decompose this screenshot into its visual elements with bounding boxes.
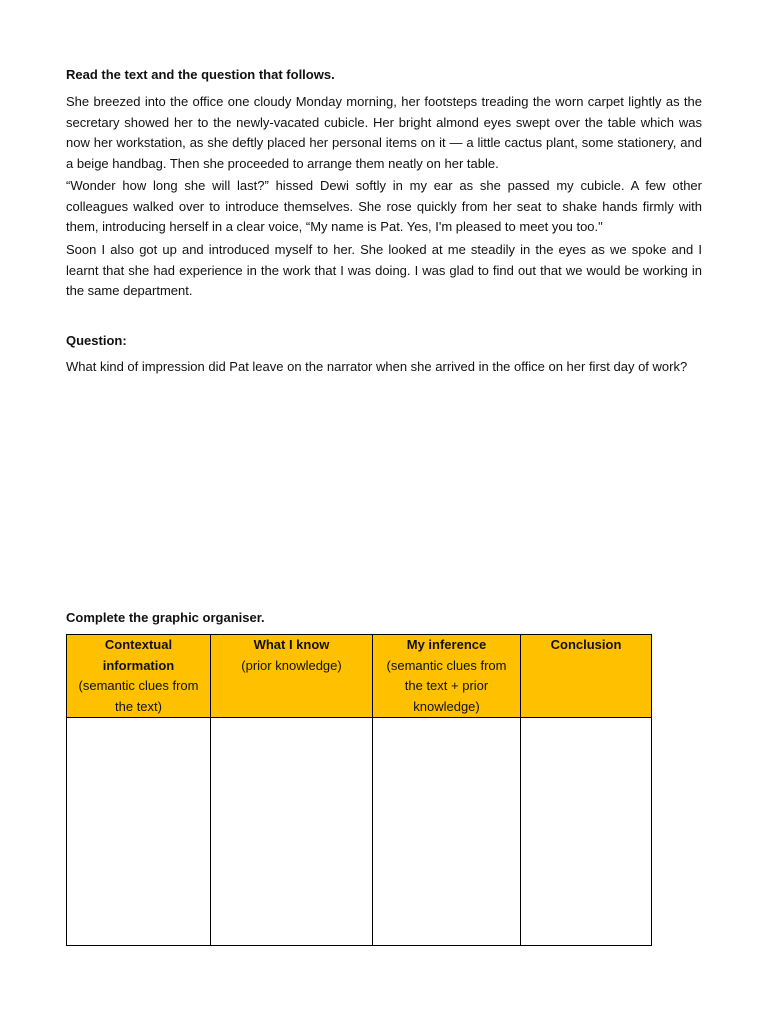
header-sub: (semantic clues from the text)	[78, 678, 199, 714]
organiser-header-row	[67, 635, 652, 718]
organiser-answer-row	[67, 718, 652, 946]
graphic-organiser-table	[66, 634, 652, 946]
header-sub: (prior knowledge)	[241, 657, 342, 673]
passage-paragraph-3: Soon I also got up and introduced myself to her. She looked at me steadily in the eyes as we spoke and I learnt that she had experience in the work that I was doing. I was glad to find out that we would be working in the same department.	[66, 242, 702, 298]
organiser-title: Complete the graphic organiser.	[66, 610, 265, 625]
question-text: What kind of impression did Pat leave on the narrator when she arrived in the office on her first day of work?	[66, 359, 688, 374]
worksheet-page	[66, 0, 702, 1024]
header-main: Contextual information	[102, 637, 175, 673]
header-main: My inference	[406, 637, 487, 652]
header-sub: (semantic clues from the text + prior knowledge)	[386, 657, 507, 714]
header-main: What I know	[253, 637, 330, 652]
header-contextual-information	[67, 635, 211, 718]
answer-cell-contextual-information[interactable]	[67, 718, 211, 946]
passage-paragraph-1: She breezed into the office one cloudy Monday morning, her footsteps treading the worn carpet lightly as the secretary showed her to the newly-vacated cubicle. Her bright almond eyes swept over the table which was now her workstation, as she deftly placed her personal items on it — a little cactus plant, some stationery, and a beige handbag. Then she proceeded to arrange them neatly on her table.	[66, 94, 702, 171]
header-main: Conclusion	[550, 637, 622, 652]
header-conclusion	[521, 635, 652, 718]
answer-cell-conclusion[interactable]	[521, 718, 652, 946]
header-what-i-know	[211, 635, 373, 718]
header-my-inference	[373, 635, 521, 718]
instruction-heading: Read the text and the question that follows.	[66, 67, 335, 82]
answer-cell-my-inference[interactable]	[373, 718, 521, 946]
passage-paragraph-2: “Wonder how long she will last?” hissed Dewi softly in my ear as she passed my cubicle. A few other colleagues walked over to introduce themselves. She rose quickly from her seat to shake hands firmly with them, introducing herself in a clear voice, “My name is Pat. Yes, I'm pleased to meet you too."	[66, 178, 702, 234]
answer-cell-what-i-know[interactable]	[211, 718, 373, 946]
question-label: Question:	[66, 333, 127, 348]
